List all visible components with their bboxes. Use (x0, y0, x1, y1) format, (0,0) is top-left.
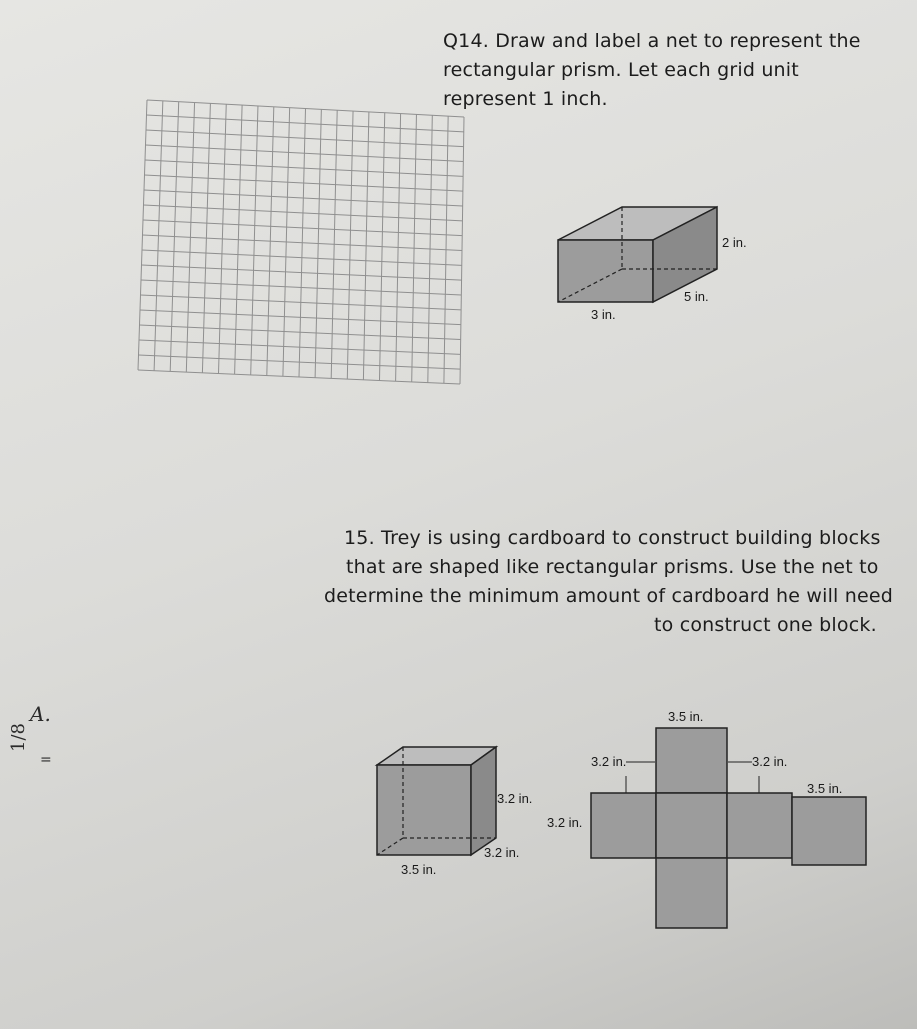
net-right-side-label: 3.5 in. (807, 781, 843, 796)
net-left-top-label: 3.2 in. (591, 754, 627, 769)
q15-prompt-line-1: 15. Trey is using cardboard to construct building blocks (344, 527, 881, 549)
net-top-face (656, 728, 727, 793)
net-bottom-face (656, 858, 727, 928)
prism-width-label: 3 in. (591, 307, 616, 322)
net-back-face (792, 797, 866, 865)
q14-prompt-line-3: represent 1 inch. (443, 88, 608, 110)
prism-height-label: 3.2 in. (497, 791, 533, 806)
prism-depth-label: 5 in. (684, 289, 709, 304)
net-top-width-label: 3.5 in. (668, 709, 704, 724)
q15-prompt-line-2: that are shaped like rectangular prisms. Use the net to (346, 556, 879, 578)
net-left-side-label: 3.2 in. (547, 815, 583, 830)
net-left-face (591, 793, 656, 858)
margin-note-fraction: 1/8 (8, 723, 29, 752)
net-front-face (656, 793, 727, 858)
q14-prompt-line-1: Q14. Draw and label a net to represent the (443, 30, 861, 52)
q15-prompt-line-4: to construct one block. (654, 614, 877, 636)
margin-note-area: A. (30, 702, 51, 726)
prism-height-label: 2 in. (722, 235, 747, 250)
net-right-face (727, 793, 792, 858)
prism-width-label: 3.5 in. (401, 862, 437, 877)
q14-prompt-line-2: rectangular prism. Let each grid unit (443, 59, 799, 81)
q15-prompt-line-3: determine the minimum amount of cardboard he will need (324, 585, 894, 607)
net-right-top-label: 3.2 in. (752, 754, 788, 769)
margin-note-equals: = (40, 752, 52, 768)
prism-depth-label: 3.2 in. (484, 845, 520, 860)
